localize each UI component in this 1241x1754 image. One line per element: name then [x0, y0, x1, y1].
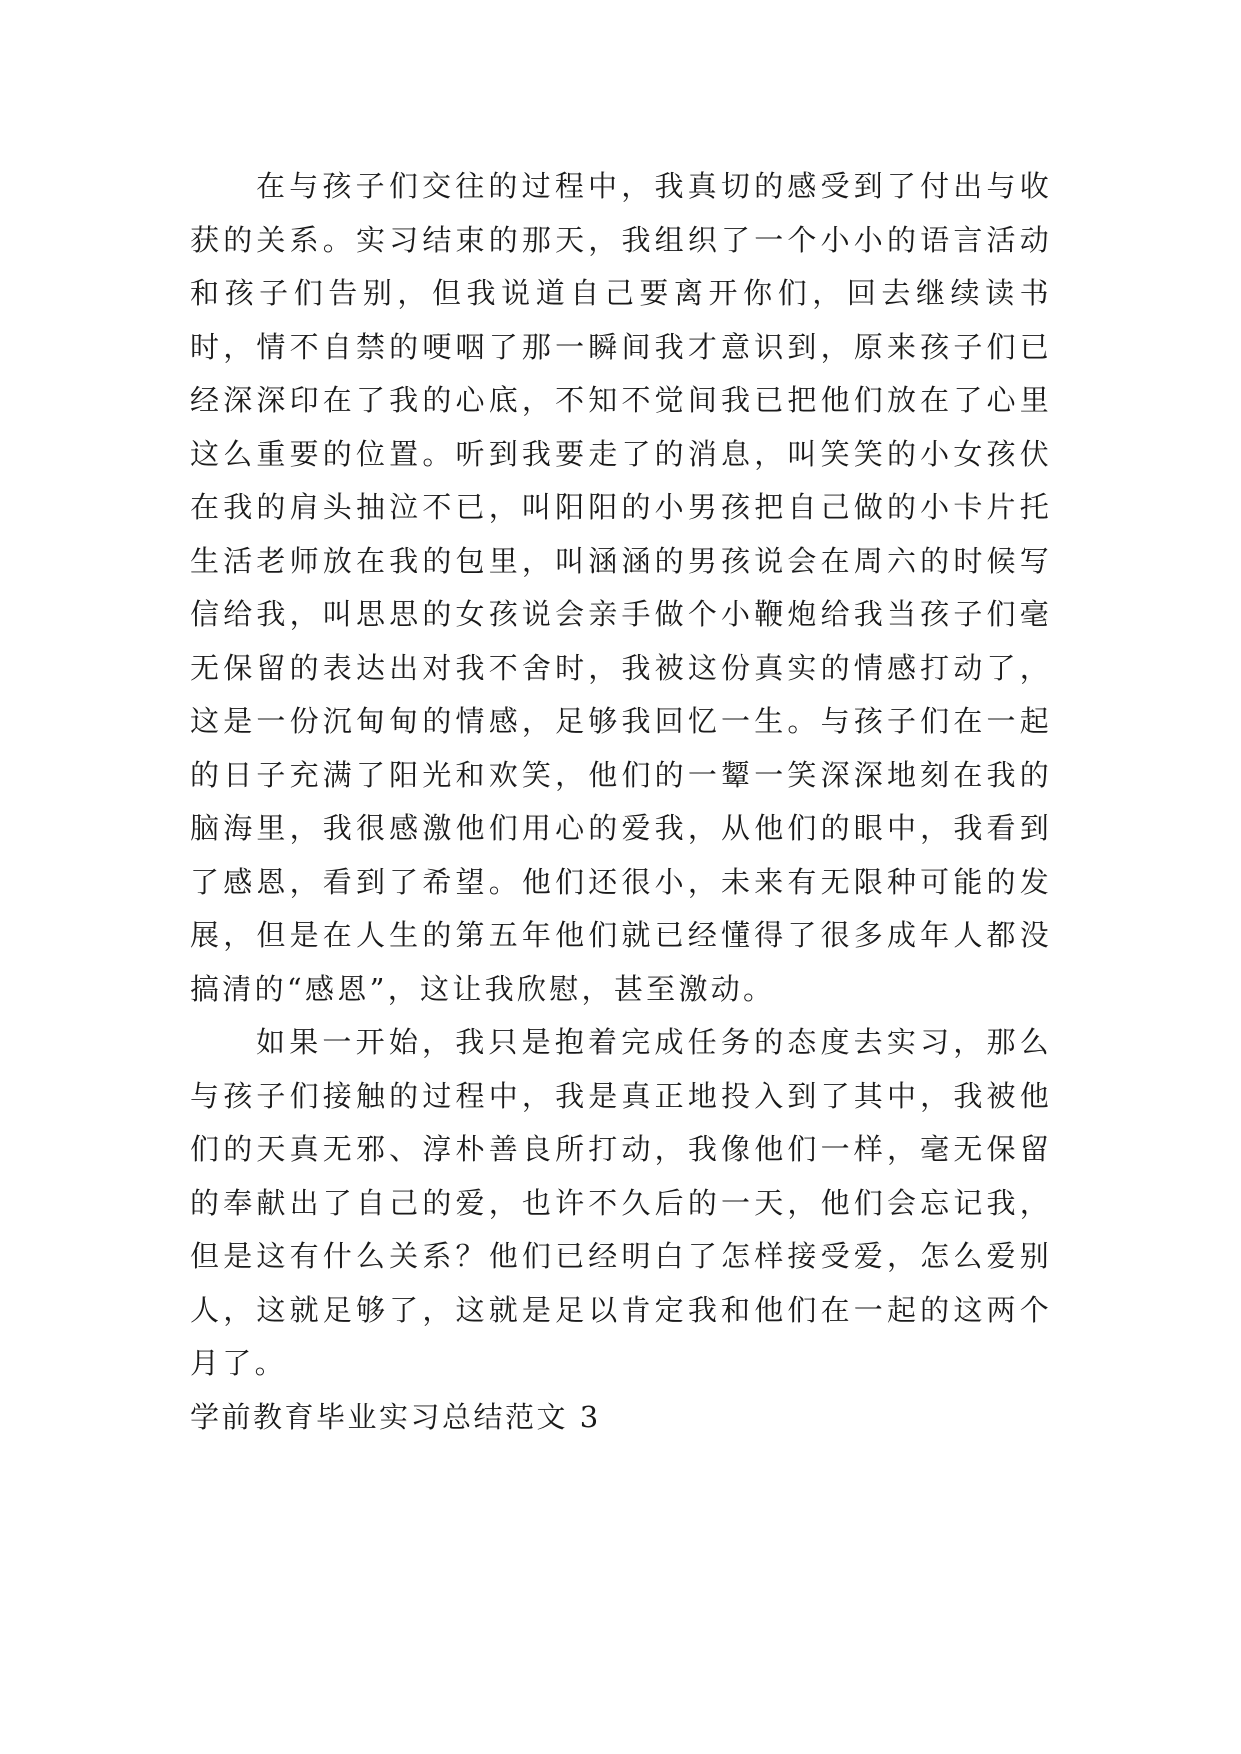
document-body — [190, 160, 1052, 1444]
section-heading: 学前教育毕业实习总结范文 3 — [190, 1399, 601, 1434]
paragraph-1: 在与孩子们交往的过程中，我真切的感受到了付出与收获的关系。实习结束的那天，我组织了一个小小的语言活动和孩子们告别，但我说道自己要离开你们，回去继续读书时，情不自禁的哽咽了那一瞬间我才意识到，原来孩子们已经深深印在了我的心底，不知不觉间我已把他们放在了心里这么重要的位置。听到我要走了的消息，叫笑笑的小女孩伏在我的肩头抽泣不已，叫阳阳的小男孩把自己做的小卡片托生活老师放在我的包里，叫涵涵的男孩说会在周六的时候写信给我，叫思思的女孩说会亲手做个小鞭炮给我当孩子们毫无保留的表达出对我不舍时，我被这份真实的情感打动了，这是一份沉甸甸的情感，足够我回忆一生。与孩子们在一起的日子充满了阳光和欢笑，他们的一颦一笑深深地刻在我的脑海里，我很感激他们用心的爱我，从他们的眼中，我看到了感恩，看到了希望。他们还很小，未来有无限种可能的发展，但是在人生的第五年他们就已经懂得了很多成年人都没搞清的“感恩”，这让我欣慰，甚至激动。 — [190, 169, 1052, 1006]
paragraph-2: 如果一开始，我只是抱着完成任务的态度去实习，那么与孩子们接触的过程中，我是真正地投入到了其中，我被他们的天真无邪、淳朴善良所打动，我像他们一样，毫无保留的奉献出了自己的爱，也许不久后的一天，他们会忘记我，但是这有什么关系？他们已经明白了怎样接受爱，怎么爱别人，这就足够了，这就是足以肯定我和他们在一起的这两个月了。 — [190, 1025, 1052, 1380]
